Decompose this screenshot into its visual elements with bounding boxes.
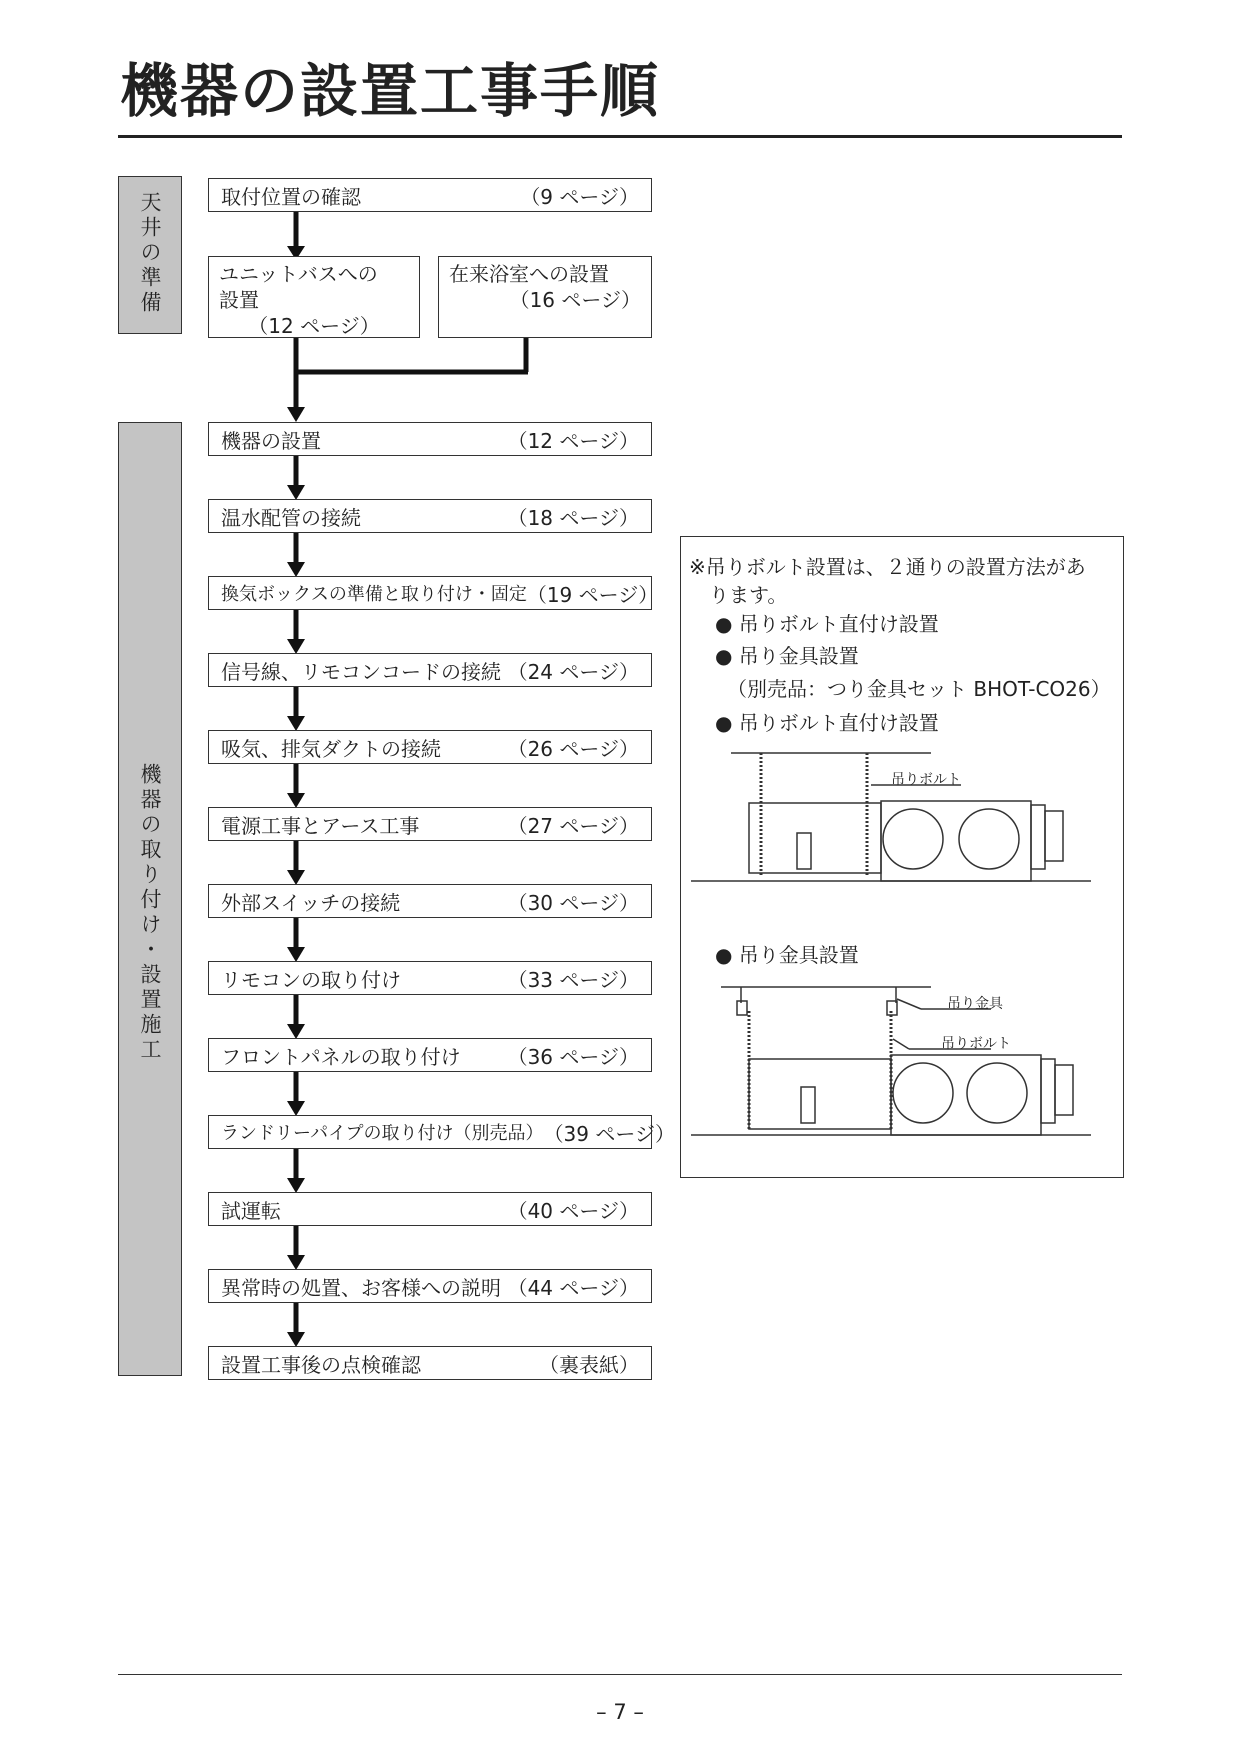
fig2-callout-bolt: 吊りボルト [941, 1036, 1011, 1052]
step-page: （26 ページ） [507, 736, 639, 761]
install-step [208, 884, 652, 918]
note-bullet1: ● 吊りボルト直付け設置 [715, 612, 939, 636]
install-step [208, 1192, 652, 1226]
step-page: （18 ページ） [507, 505, 639, 530]
step-page: （36 ページ） [507, 1044, 639, 1069]
step-unit-bath [208, 256, 420, 338]
step-page: （27 ページ） [507, 813, 639, 838]
page-number: – 7 – [596, 1700, 644, 1724]
install-step [208, 1269, 652, 1303]
note-line1: ※吊りボルト設置は、２通りの設置方法があ [689, 555, 1086, 579]
step-label: 温水配管の接続 [221, 505, 361, 530]
step-label: 外部スイッチの接続 [221, 890, 401, 915]
step-label: フロントパネルの取り付け [221, 1044, 461, 1069]
note-option: （別売品：つり金具セット BHOT-CO26） [727, 677, 1111, 701]
install-step [208, 1115, 675, 1149]
step-label: 機器の設置 [221, 428, 321, 453]
step-label: リモコンの取り付け [221, 967, 401, 992]
fig1-title: ● 吊りボルト直付け設置 [715, 711, 939, 735]
hanging-bolt-note [680, 536, 1124, 1178]
step-label: 換気ボックスの準備と取り付け・固定 [221, 584, 527, 605]
install-step [208, 576, 659, 610]
step-page: （33 ページ） [507, 967, 639, 992]
install-step [208, 961, 652, 995]
step-page: （19 ページ） [526, 582, 659, 607]
install-step [208, 1346, 652, 1380]
step-page: （裏表紙） [539, 1352, 639, 1377]
fig-bracket-diagram [691, 981, 1115, 1161]
step-label: 設置工事後の点検確認 [221, 1352, 421, 1377]
note-line2: ります。 [709, 583, 788, 607]
step-label: 取付位置の確認 [221, 184, 361, 209]
step-page: （44 ページ） [507, 1275, 639, 1300]
step-label: 異常時の処置、お客様への説明 [221, 1275, 501, 1300]
step-label: ランドリーパイプの取り付け（別売品） [221, 1123, 544, 1144]
install-step [208, 730, 652, 764]
install-step [208, 499, 652, 533]
section-install-text: 機器の取り付け・設置施工 [138, 763, 162, 1063]
install-step [208, 1038, 652, 1072]
step-unit-bath-line2: 設置 [219, 288, 259, 312]
step-unit-bath-line1: ユニットバスへの [219, 262, 378, 286]
fig1-callout-bolt: 吊りボルト [891, 772, 961, 788]
step-page: （24 ページ） [507, 659, 639, 684]
section-ceiling-text: 天井の準備 [138, 191, 162, 316]
install-step [208, 422, 652, 456]
install-step [208, 807, 652, 841]
step-label: 吸気、排気ダクトの接続 [221, 736, 441, 761]
page-title: 機器の設置工事手順 [120, 57, 661, 125]
install-step [208, 653, 652, 687]
step-conventional-line1: 在来浴室への設置 [449, 262, 609, 286]
step-page: （9 ページ） [520, 184, 639, 209]
step-label: 試運転 [221, 1198, 281, 1223]
note-bullet2: ● 吊り金具設置 [715, 644, 859, 668]
step-page: （30 ページ） [507, 890, 639, 915]
fig2-callout-bracket: 吊り金具 [947, 996, 1003, 1012]
step-label: 電源工事とアース工事 [221, 813, 420, 838]
step-page: （39 ページ） [543, 1121, 675, 1146]
step-conventional-bath [438, 256, 652, 338]
step-page: （40 ページ） [507, 1198, 639, 1223]
fig2-title: ● 吊り金具設置 [715, 943, 859, 967]
step-page: （12 ページ） [507, 428, 639, 453]
step-conventional-page: （16 ページ） [509, 288, 641, 312]
step-position-check [208, 178, 652, 212]
step-unit-bath-page: （12 ページ） [248, 314, 380, 338]
footer-rule [118, 1674, 1122, 1675]
step-label: 信号線、リモコンコードの接続 [221, 659, 501, 684]
